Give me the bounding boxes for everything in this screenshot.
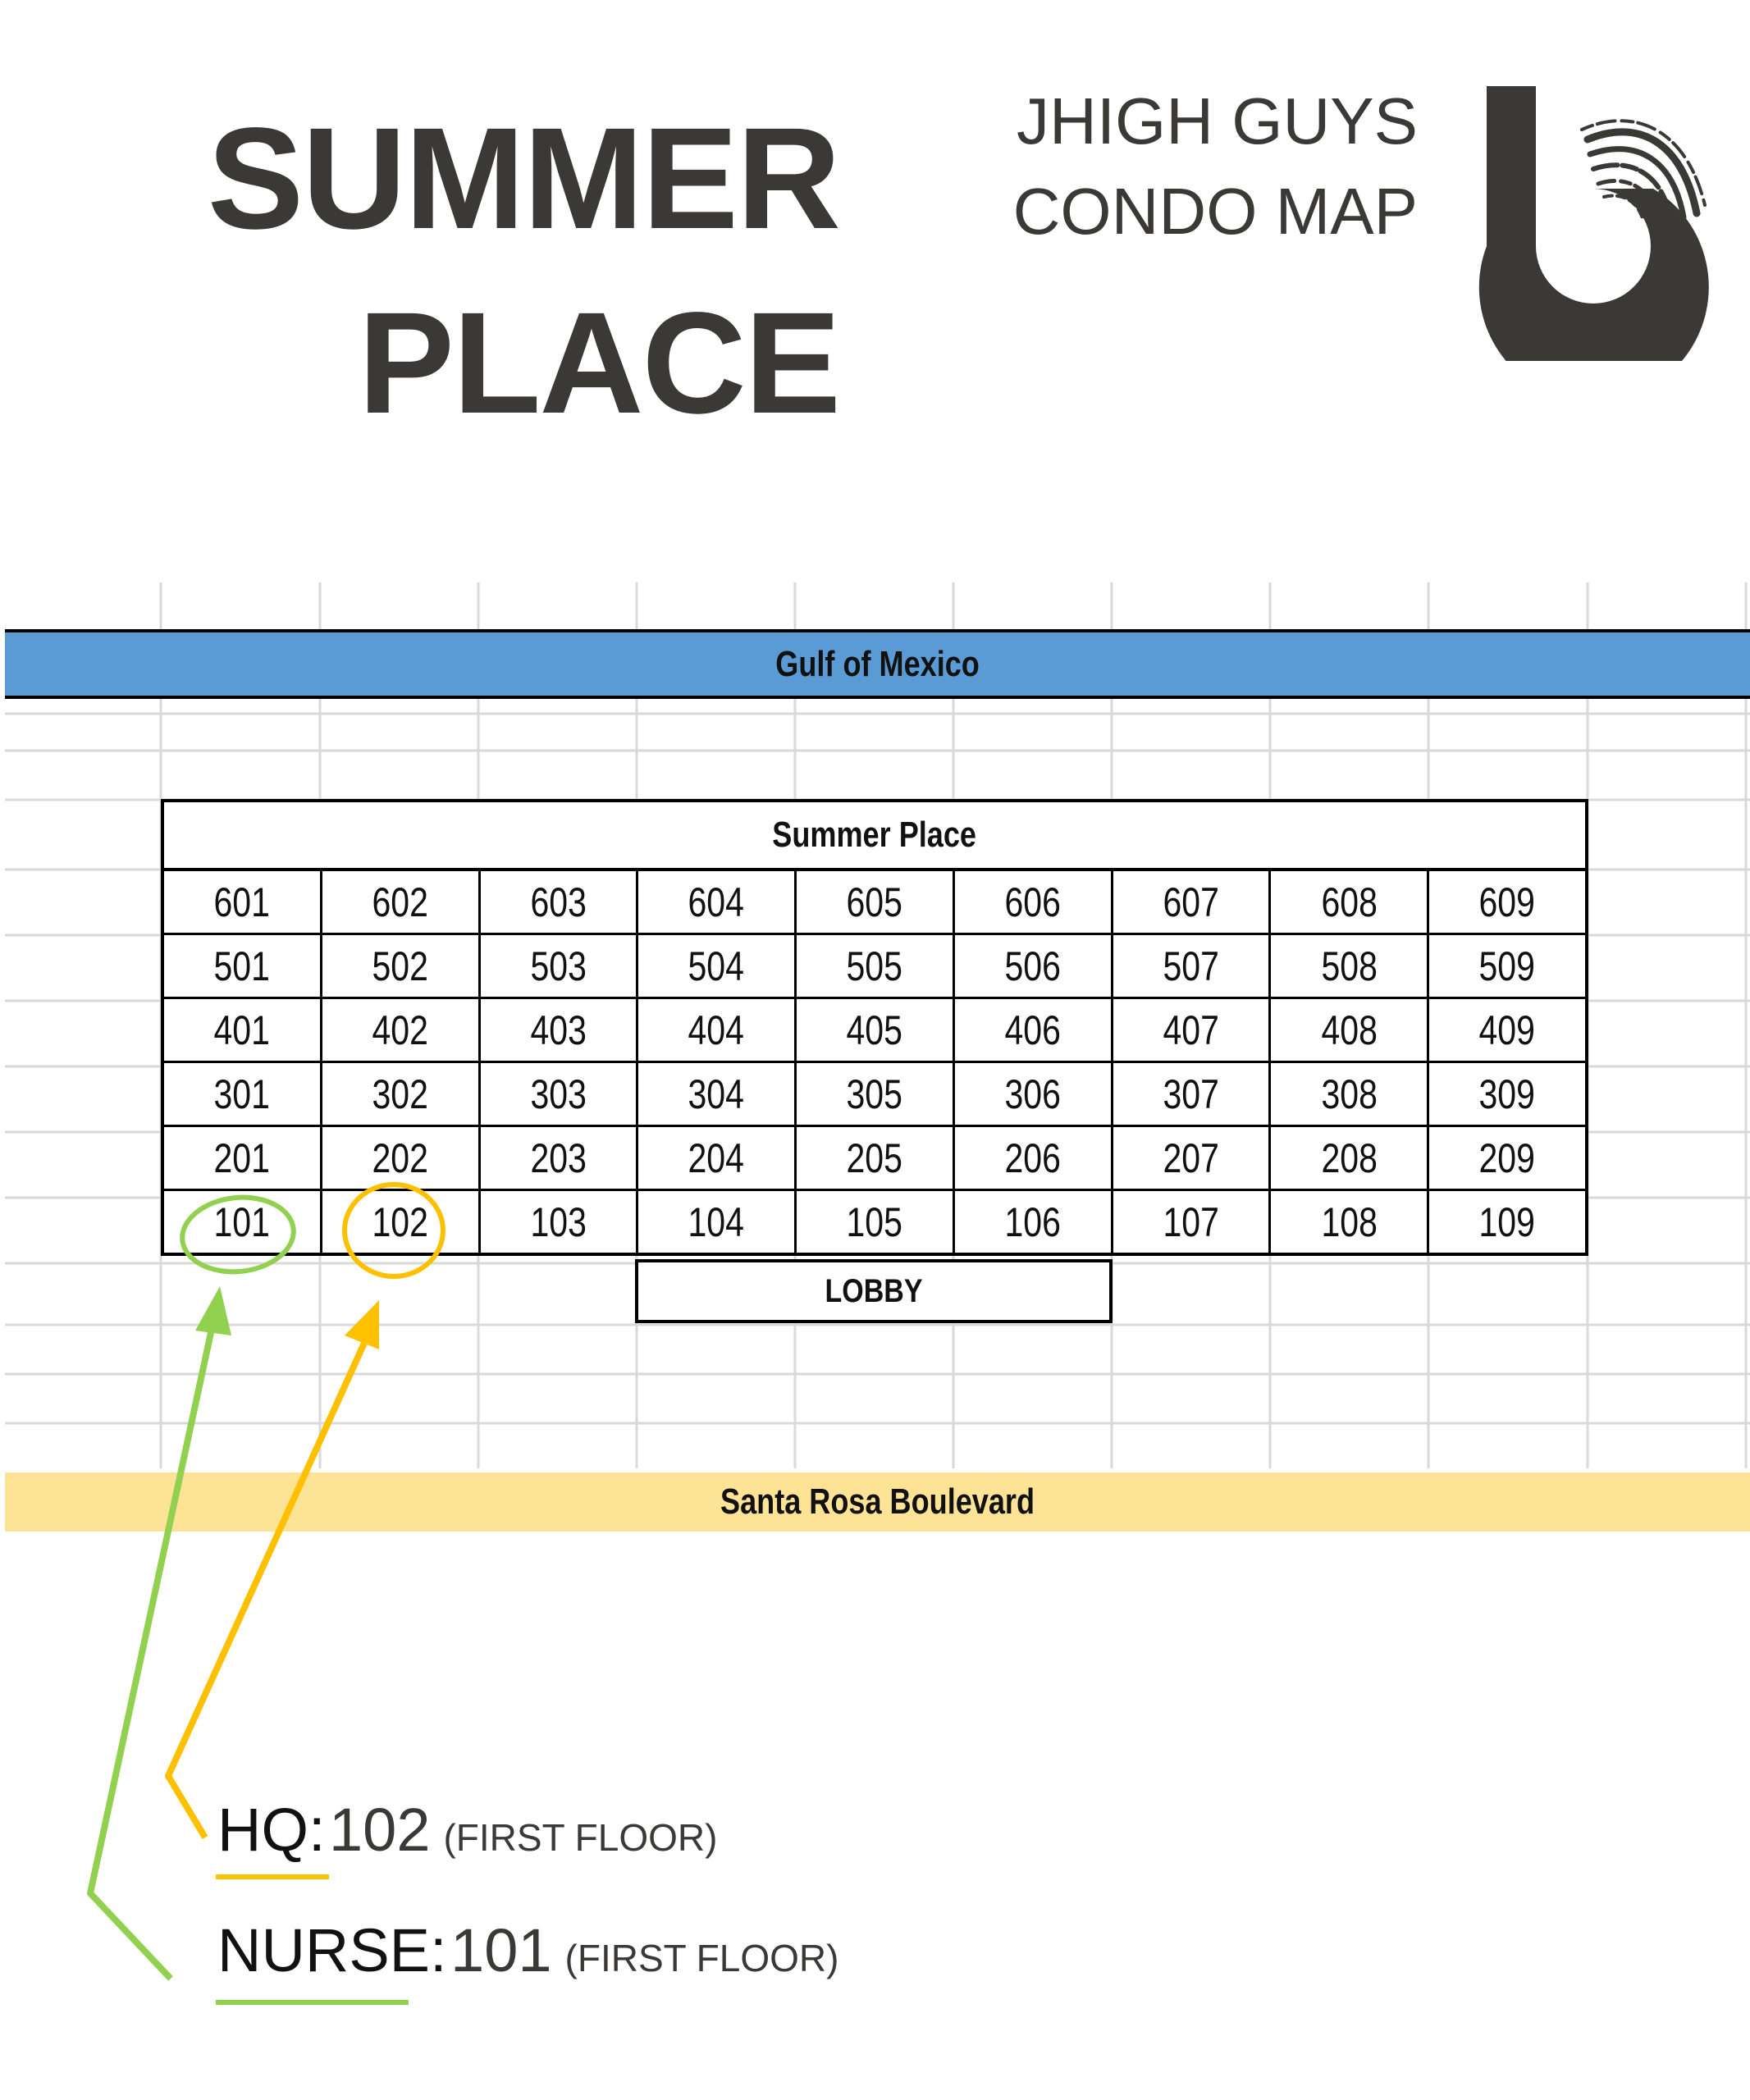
unit-cell (479, 998, 637, 1062)
unit-cell (162, 870, 321, 934)
unit-number: 409 (1478, 1007, 1536, 1053)
hq-floor-note: (FIRST FLOOR) (443, 1816, 718, 1859)
unit-cell (637, 1062, 796, 1126)
hq-separator: : (308, 1796, 326, 1864)
unit-cell (953, 1190, 1112, 1255)
unit-cell (637, 870, 796, 934)
unit-number: 205 (846, 1134, 903, 1181)
unit-cell (1112, 934, 1270, 998)
unit-number: 103 (530, 1198, 587, 1245)
unit-cell (1112, 1190, 1270, 1255)
unit-cell (1428, 870, 1587, 934)
unit-number: 402 (372, 1007, 428, 1053)
unit-number: 304 (688, 1071, 745, 1117)
road-label: Santa Rosa Boulevard (720, 1481, 1035, 1522)
unit-number: 608 (1321, 879, 1378, 925)
unit-number: 606 (1004, 879, 1061, 925)
unit-number: 604 (688, 879, 745, 925)
unit-cell (321, 1190, 479, 1255)
unit-number: 302 (372, 1071, 428, 1117)
unit-cell (1428, 1190, 1587, 1255)
unit-cell (796, 1126, 954, 1190)
floor-row (162, 998, 1587, 1062)
unit-number: 607 (1163, 879, 1219, 925)
unit-cell (1270, 870, 1428, 934)
unit-cell (796, 1190, 954, 1255)
nurse-underline (216, 2000, 409, 2005)
gulf-of-mexico-band (5, 629, 1750, 699)
floor-row (162, 1062, 1587, 1126)
unit-cell (321, 1062, 479, 1126)
unit-cell (479, 1062, 637, 1126)
unit-number: 202 (372, 1134, 428, 1181)
unit-number: 108 (1321, 1198, 1378, 1245)
lobby-label: LOBBY (825, 1272, 923, 1309)
unit-number: 505 (846, 943, 903, 989)
unit-cell (1112, 1062, 1270, 1126)
unit-number: 404 (688, 1007, 745, 1053)
unit-number: 207 (1163, 1134, 1219, 1181)
unit-number: 605 (846, 879, 903, 925)
unit-cell (796, 870, 954, 934)
unit-number: 603 (530, 879, 587, 925)
unit-number: 109 (1478, 1198, 1536, 1245)
unit-cell (637, 1126, 796, 1190)
unit-cell (479, 1190, 637, 1255)
unit-cell (1428, 1062, 1587, 1126)
unit-number: 206 (1004, 1134, 1061, 1181)
unit-cell (1428, 998, 1587, 1062)
unit-cell (1112, 998, 1270, 1062)
unit-number: 301 (213, 1071, 271, 1117)
unit-number: 504 (688, 943, 745, 989)
unit-number: 408 (1321, 1007, 1378, 1053)
unit-number: 101 (213, 1198, 271, 1245)
unit-number: 305 (846, 1071, 903, 1117)
unit-number: 203 (530, 1134, 587, 1181)
unit-cell (162, 1190, 321, 1255)
unit-number: 507 (1163, 943, 1219, 989)
unit-number: 204 (688, 1134, 745, 1181)
nurse-floor-note: (FIRST FLOOR) (564, 1937, 839, 1979)
unit-number: 501 (213, 943, 271, 989)
unit-cell (796, 934, 954, 998)
nurse-unit-number: 101 (450, 1916, 552, 1984)
unit-cell (479, 1126, 637, 1190)
unit-number: 107 (1163, 1198, 1219, 1245)
legend-hq (217, 1795, 717, 1865)
unit-cell (953, 1062, 1112, 1126)
unit-number: 601 (213, 879, 271, 925)
unit-number: 307 (1163, 1071, 1219, 1117)
unit-cell (1112, 1126, 1270, 1190)
hq-label: HQ (217, 1796, 308, 1864)
unit-number: 406 (1004, 1007, 1061, 1053)
unit-number: 306 (1004, 1071, 1061, 1117)
unit-cell (1270, 1062, 1428, 1126)
unit-cell (796, 1062, 954, 1126)
legend-nurse (217, 1915, 838, 1985)
b-swirl-logo-icon (1477, 82, 1715, 361)
lobby-box (635, 1259, 1113, 1323)
unit-number: 309 (1478, 1071, 1536, 1117)
unit-cell (796, 998, 954, 1062)
unit-cell (162, 998, 321, 1062)
unit-number: 602 (372, 879, 428, 925)
unit-number: 508 (1321, 943, 1378, 989)
unit-number: 506 (1004, 943, 1061, 989)
building-label: Summer Place (162, 801, 1587, 870)
unit-number: 102 (372, 1198, 428, 1245)
gulf-label: Gulf of Mexico (775, 643, 980, 684)
unit-cell (321, 998, 479, 1062)
unit-cell (1112, 870, 1270, 934)
unit-number: 308 (1321, 1071, 1378, 1117)
unit-cell (321, 870, 479, 934)
unit-cell (637, 934, 796, 998)
unit-number: 208 (1321, 1134, 1378, 1181)
hq-unit-number: 102 (329, 1796, 431, 1864)
unit-number: 401 (213, 1007, 271, 1053)
unit-cell (1428, 934, 1587, 998)
unit-cell (479, 870, 637, 934)
unit-cell (953, 998, 1112, 1062)
floor-row (162, 1190, 1587, 1255)
unit-cell (162, 934, 321, 998)
floor-row (162, 1126, 1587, 1190)
unit-number: 407 (1163, 1007, 1219, 1053)
unit-number: 201 (213, 1134, 271, 1181)
unit-number: 609 (1478, 879, 1536, 925)
unit-number: 503 (530, 943, 587, 989)
unit-number: 403 (530, 1007, 587, 1053)
unit-number: 502 (372, 943, 428, 989)
unit-cell (1270, 1190, 1428, 1255)
condo-unit-rows (162, 870, 1587, 1254)
unit-cell (1270, 998, 1428, 1062)
page-title-line-1: SUMMER (207, 98, 839, 259)
unit-cell (1428, 1126, 1587, 1190)
nurse-label: NURSE (217, 1916, 431, 1984)
unit-number: 209 (1478, 1134, 1536, 1181)
unit-cell (637, 998, 796, 1062)
subtitle-line-2: CONDO MAP (1012, 175, 1418, 248)
unit-number: 509 (1478, 943, 1536, 989)
hq-underline (216, 1874, 329, 1879)
floor-row (162, 870, 1587, 934)
unit-number: 105 (846, 1198, 903, 1245)
unit-cell (953, 870, 1112, 934)
unit-cell (479, 934, 637, 998)
subtitle-line-1: JHIGH GUYS (1017, 84, 1418, 158)
santa-rosa-boulevard-band (5, 1472, 1750, 1532)
unit-number: 303 (530, 1071, 587, 1117)
unit-number: 104 (688, 1198, 745, 1245)
condo-unit-table (161, 799, 1588, 1256)
unit-cell (953, 934, 1112, 998)
unit-cell (321, 934, 479, 998)
unit-number: 106 (1004, 1198, 1061, 1245)
page-title-line-2: PLACE (358, 283, 839, 444)
nurse-separator: : (430, 1916, 447, 1984)
unit-cell (953, 1126, 1112, 1190)
unit-cell (637, 1190, 796, 1255)
unit-cell (162, 1062, 321, 1126)
unit-cell (162, 1126, 321, 1190)
unit-number: 405 (846, 1007, 903, 1053)
unit-cell (1270, 1126, 1428, 1190)
floor-row (162, 934, 1587, 998)
unit-cell (1270, 934, 1428, 998)
unit-cell (321, 1126, 479, 1190)
